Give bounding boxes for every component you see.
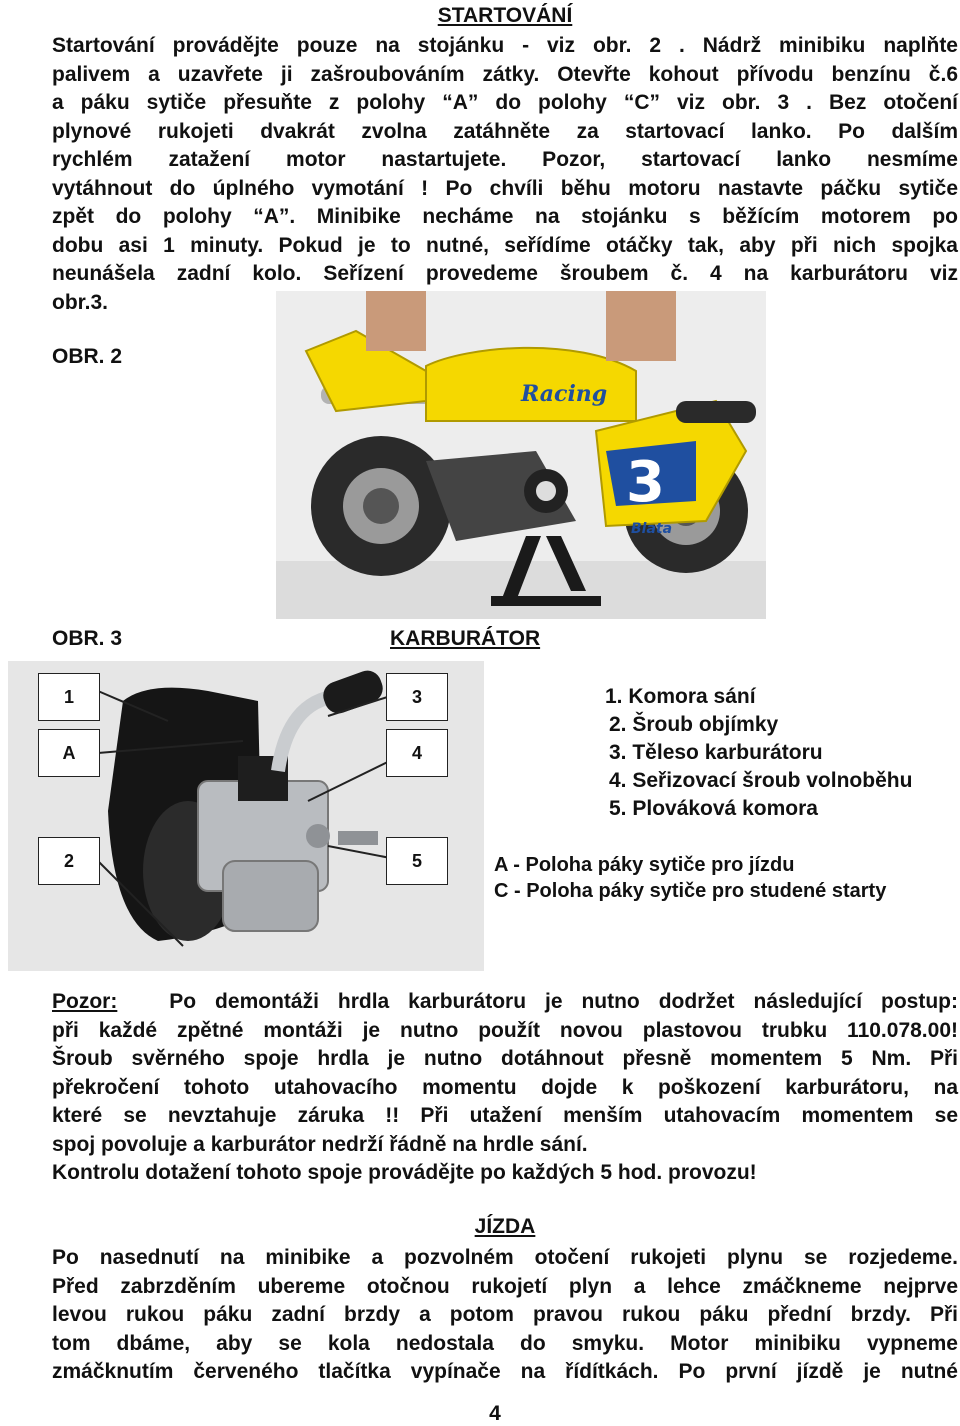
text-line: dobu asi 1 minuty. Pokud je to nutné, seřídíme otáčky tak, aby při nich spojka (52, 233, 958, 257)
text-line: vytáhnout do úplného vymotání ! Po chvíli běhu motoru nastavte páčku sytiče (52, 176, 958, 200)
text-line: plynové rukojeti dvakrát zvolna zatáhněte za startovací lanko. Po dalším (52, 119, 958, 143)
part-item: 2. Šroub objímky (609, 713, 779, 736)
text-line: Před zabrzděním ubereme otočnou rukojetí plyn a lehce zmáčkneme nejprve (52, 1274, 958, 1298)
minibike-photo (276, 291, 766, 619)
callout-1: 1 (38, 673, 100, 721)
choke-position-item: C - Poloha páky sytiče pro studené starty (494, 880, 887, 902)
part-item: 4. Seřizovací šroub volnoběhu (609, 769, 913, 792)
text-line: neunášela zadní kolo. Seřízení provedeme šroubem č. 4 na karburátoru viz (52, 262, 958, 285)
text-line: Pozor: Po demontáži hrdla karburátoru je nutno dodržet následující postup: (52, 990, 958, 1013)
callout-a: A (38, 729, 100, 777)
text-line: Šroub svěrného spoje hrdla je nutno dotáhnout přesně momentem 5 Nm. Při (52, 1047, 958, 1070)
callout-3: 3 (386, 673, 448, 721)
text-line: při každé zpětné montáži je nutno použít novou plastovou trubku 110.078.00! (52, 1018, 958, 1042)
part-item: 5. Plováková komora (609, 797, 818, 820)
svg-text:3: 3 (626, 450, 665, 515)
svg-text:Racing: Racing (521, 381, 608, 407)
part-item: 3. Těleso karburátoru (609, 741, 823, 764)
choke-position-item: A - Poloha páky sytiče pro jízdu (494, 854, 795, 876)
text-line: Startování provádějte pouze na stojánku - viz obr. 2 . Nádrž minibiku naplňte (52, 34, 958, 57)
callout-5: 5 (386, 837, 448, 885)
starting-paragraph (52, 32, 958, 317)
text-line: a páku sytiče přesuňte z polohy “A” do polohy “C” viz obr. 3 . Bez otočení (52, 91, 958, 114)
callout-2: 2 (38, 837, 100, 885)
riding-paragraph (52, 1244, 958, 1387)
text-line: překročení tohoto utahovacího momentu dojde k poškození karburátoru, na (52, 1075, 958, 1099)
carburetor-photo (8, 661, 484, 971)
figure3-label: OBR. 3 (52, 627, 123, 650)
text-line: zmáčknutím červeného tlačítka vypínače na řídítkách. Po první jízdě je nutné (52, 1360, 958, 1383)
text-line: rychlém zatažení motor nastartujete. Pozor, startovací lanko nesmíme (52, 148, 958, 171)
riding-heading: JÍZDA (474, 1215, 536, 1238)
text-line: obr.3. (52, 290, 109, 314)
text-line: palivem a uzavřete ji zašroubováním zátky. Otevřte kohout přívodu benzínu č.6 (52, 62, 958, 86)
text-line: Kontrolu dotažení tohoto spoje provádějte po každých 5 hod. provozu! (52, 1161, 757, 1184)
page-number: 4 (489, 1402, 501, 1425)
text-line: zpět do polohy “A”. Minibike necháme na stojánku s běžícím motorem po (52, 205, 958, 228)
warning-label: Pozor: (52, 990, 118, 1013)
text-line: spoj povoluje a karburátor nedrží řádně na hrdle sání. (52, 1132, 588, 1156)
figure2-label: OBR. 2 (52, 345, 123, 368)
figure3-title: KARBURÁTOR (390, 627, 541, 650)
minibike-illustration (276, 291, 766, 619)
callout-4: 4 (386, 729, 448, 777)
text-line: tom dbáme, aby se kola nedostala do smyku. Motor minibiku vypneme (52, 1331, 958, 1355)
part-item: 1. Komora sání (605, 685, 756, 708)
text-line: které se nevztahuje záruka !! Při utažení menším utahovacím momentem se (52, 1104, 958, 1127)
warning-paragraph (52, 988, 958, 1188)
starting-heading: STARTOVÁNÍ (437, 4, 573, 27)
text-line: Po nasednutí na minibike a pozvolném otočení rukojeti plynu se rozjedeme. (52, 1246, 958, 1269)
svg-text:Blata: Blata (631, 521, 673, 537)
text-line: levou rukou páku zadní brzdy a potom pravou rukou páku přední brzdy. Při (52, 1303, 958, 1326)
